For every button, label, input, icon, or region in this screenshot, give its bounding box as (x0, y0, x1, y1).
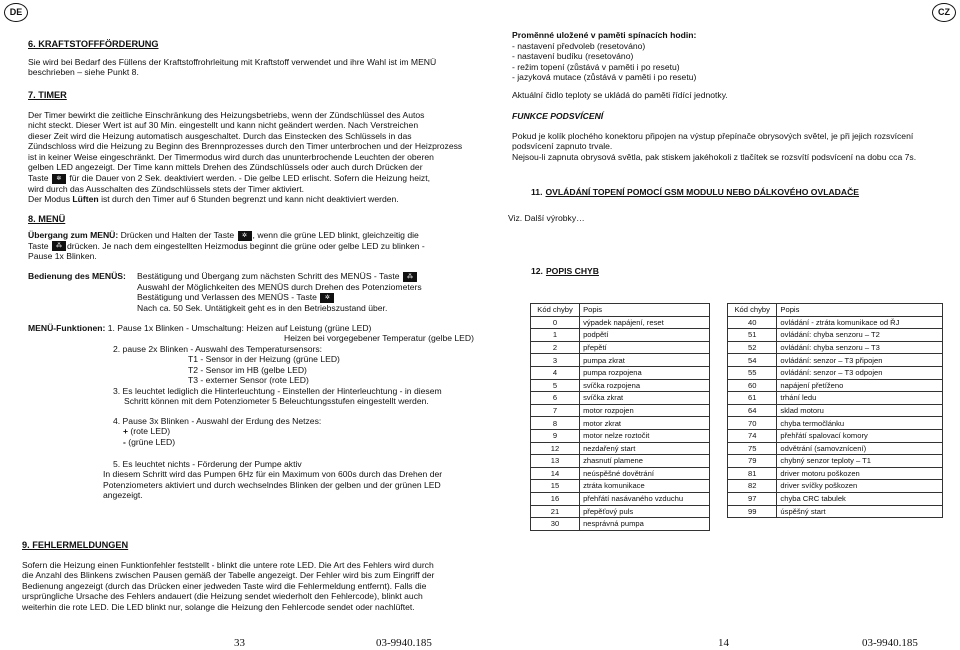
section-7-title: 7. TIMER (28, 90, 67, 100)
table-row (531, 505, 710, 518)
table-header-cell: Kód chyby (728, 304, 777, 317)
table-cell: motor zkrat (580, 417, 710, 430)
section-7-text: Der Timer bewirkt die zeitliche Einschränkung des Heizungsbetriebs, wenn der Zündschlüssel des Autos nicht steckt. Dieser Wert ist auf 30 Min. eingestellt und kann nicht geändert werden. Nach Verstreichen dieser Zeit wird die Heizung automatisch ausgeschaltet. Durch das Einstecken des Schlüssels in das Zündschloss wird die Heizung zu Beginn des Brennprozesses durch den Timer unterbrochen und der Heizprozess ist in keiner Weise eingeschränkt. Der Timermodus wird durch das ununterbrochende Leuchten der oberen gelben LED angezeigt. Der Time kann mittels Drehen des Zündschlüssels oder auch durch Drücken der Taste ✲ für die Dauer von 2 Sek. deaktiviert werden. - Die gelbe LED erlischt. Sofern die Heizung heizt, wird durch das Ausschalten des Zündschlüssels stets der Timer aktiviert. Der Modus Lüften ist durch den Timer auf 6 Stunden begrenzt und kann nicht deaktiviert werden. (28, 110, 463, 205)
table-cell: výpadek napájení, reset (580, 316, 710, 329)
table-cell: 61 (728, 392, 777, 405)
language-badge-de: DE (4, 3, 28, 22)
menu-operation-text: Bestätigung und Übergang zum nächsten Schritt des MENÜS - Taste ⁂ Auswahl der Möglichkeiten des MENÜS durch Drehen des Potenziometers Bestätigung und Verlassen des MENÜS - Taste ✲ Nach ca. 50 Sek. Untätigkeit geht es in den Betriebszustand über. (137, 271, 422, 313)
table-cell: 12 (531, 442, 580, 455)
table-row (531, 329, 710, 342)
table-cell: 81 (728, 467, 777, 480)
table-cell: ovládání: senzor – T3 připojen (777, 354, 943, 367)
table-cell: ovládání: senzor – T3 odpojen (777, 366, 943, 379)
table-row (531, 518, 710, 531)
table-row (531, 379, 710, 392)
table-cell: 2 (531, 341, 580, 354)
table-cell: svíčka rozpojena (580, 379, 710, 392)
section-6-text: Sie wird bei Bedarf des Füllens der Kraftstoffrohrleitung mit Kraftstoff verwendet und ihre Wahl ist im MENÜ beschrieben – siehe Punkt 8. (28, 57, 437, 78)
table-header-row (728, 304, 943, 317)
table-cell: ovládání: chyba senzoru – T3 (777, 341, 943, 354)
menu-functions: MENÜ-Funktionen: 1. Pause 1x Blinken - Umschaltung: Heizen auf Leistung (grüne LED) Heizen bei vorgegebener Temperatur (gelbe LED) 2. pause 2x Blinken - Auswahl des Temperatursensors: T1 - Sensor in der Heizung (grüne LED) T2 - Sensor im HB (gelbe LED) T3 - externer Sensor (rote LED) 3. Es leuchtet lediglich die Hinterleuchtung - Einstellen der Hinterleuchtung - in diesem Schritt können mit dem Potenziometer 5 Beleuchtungsstufen eingestellt werden. (28, 323, 474, 407)
table-cell: pumpa zkrat (580, 354, 710, 367)
table-row (728, 329, 943, 342)
table-cell: 97 (728, 492, 777, 505)
section-12-title: 12. POPIS CHYB (531, 266, 599, 276)
memory-list (512, 41, 932, 83)
table-row (728, 467, 943, 480)
page-number-right: 14 (718, 637, 729, 649)
table-cell: neúspěšné dovětrání (580, 467, 710, 480)
table-row (531, 480, 710, 493)
table-cell: 52 (728, 341, 777, 354)
list-item: - nastavení předvoleb (resetováno) (512, 41, 646, 51)
table-cell: 99 (728, 505, 777, 518)
fan-key-icon: ✲ (238, 231, 252, 241)
table-cell: motor nelze roztočit (580, 429, 710, 442)
table-cell: úspěšný start (777, 505, 943, 518)
table-row (728, 341, 943, 354)
table-row (728, 442, 943, 455)
table-cell: 7 (531, 404, 580, 417)
table-cell: 51 (728, 329, 777, 342)
table-cell: 64 (728, 404, 777, 417)
table-row (728, 492, 943, 505)
table-row (728, 392, 943, 405)
list-item: - nastavení budíku (resetováno) (512, 51, 634, 62)
table-cell: nezdařený start (580, 442, 710, 455)
table-row (531, 366, 710, 379)
language-badge-cz: CZ (932, 3, 956, 22)
table-cell: 54 (728, 354, 777, 367)
table-row (531, 455, 710, 468)
backlight-text: Pokud je kolík plochého konektoru připojen na výstup přepínače obrysových světel, je při jejich rozsvícení podsvícení zapnuto trvale. Nejsou-li zapnuta obrysová světla, pak stiskem jakéhokoli z tlačítek se rozsvítí podsvícení na dobu cca 7s. (512, 131, 917, 162)
table-cell: 55 (728, 366, 777, 379)
table-cell: 30 (531, 518, 580, 531)
table-cell: podpětí (580, 329, 710, 342)
table-row (728, 505, 943, 518)
table-cell: 9 (531, 429, 580, 442)
table-cell: 70 (728, 417, 777, 430)
table-cell: 82 (728, 480, 777, 493)
table-row (728, 379, 943, 392)
heat-key-icon: ⁂ (403, 272, 417, 282)
menu-operation-label: Bedienung des MENÜS: (28, 271, 126, 281)
table-row (728, 404, 943, 417)
see-other-products: Viz. Další výrobky… (508, 213, 585, 223)
table-cell: napájení přetíženo (777, 379, 943, 392)
table-row (531, 316, 710, 329)
table-cell: 15 (531, 480, 580, 493)
document-code-right: 03-9940.185 (862, 637, 918, 649)
table-cell: 14 (531, 467, 580, 480)
section-8-title: 8. MENÜ (28, 214, 66, 224)
menu-functions-2: 4. Pause 3x Blinken - Auswahl der Erdung des Netzes: + (rote LED) - (grüne LED) (113, 416, 322, 447)
temperature-note: Aktuální čidlo teploty se ukládá do paměti řídící jednotky. (512, 90, 728, 100)
table-row (531, 467, 710, 480)
table-cell: 75 (728, 442, 777, 455)
menu-entry-text: Übergang zum MENÜ: Drücken und Halten der Taste ✲ , wenn die grüne LED blinkt, gleichzeitig die Taste ⁂ drücken. Je nach dem eingestellten Heizmodus beginnt die grüne oder gelbe LED zu blinken - Pause 1x Blinken. (28, 230, 425, 262)
table-cell: 13 (531, 455, 580, 468)
table-row (531, 429, 710, 442)
table-row (531, 392, 710, 405)
table-cell: nesprávná pumpa (580, 518, 710, 531)
table-cell: 21 (531, 505, 580, 518)
table-cell: chyba CRC tabulek (777, 492, 943, 505)
table-cell: přehřátí nasávaného vzduchu (580, 492, 710, 505)
table-cell: zhasnutí plamene (580, 455, 710, 468)
table-cell: 3 (531, 354, 580, 367)
fan-key-icon: ✲ (320, 293, 334, 303)
table-cell: ztráta komunikace (580, 480, 710, 493)
table-row (728, 316, 943, 329)
table-cell: pumpa rozpojena (580, 366, 710, 379)
table-cell: chyba termočlánku (777, 417, 943, 430)
table-cell: přepěťový puls (580, 505, 710, 518)
table-row (531, 404, 710, 417)
list-item: - jazyková mutace (zůstává v paměti i po resetu) (512, 72, 697, 83)
table-cell: 74 (728, 429, 777, 442)
table-row (728, 366, 943, 379)
table-cell: přehřátí spalovací komory (777, 429, 943, 442)
fan-key-icon: ✲ (52, 174, 66, 184)
section-9-title: 9. FEHLERMELDUNGEN (22, 540, 129, 550)
list-item: - režim topení (zůstává v paměti i po resetu) (512, 61, 680, 72)
table-cell: 8 (531, 417, 580, 430)
table-header-row (531, 304, 710, 317)
table-cell: 1 (531, 329, 580, 342)
table-cell: odvětrání (samovznícení) (777, 442, 943, 455)
section-11-title: 11. OVLÁDÁNÍ TOPENÍ POMOCÍ GSM MODULU NEBO DÁLKOVÉHO OVLADAČE (531, 187, 860, 197)
table-cell: sklad motoru (777, 404, 943, 417)
table-cell: přepětí (580, 341, 710, 354)
table-cell: driver svíčky poškozen (777, 480, 943, 493)
table-row (728, 455, 943, 468)
table-row (728, 354, 943, 367)
error-table-right (727, 303, 943, 518)
page-number-left: 33 (234, 637, 245, 649)
memory-title: Proměnné uložené v paměti spínacích hodin: (512, 30, 697, 40)
table-row (531, 341, 710, 354)
table-cell: 6 (531, 392, 580, 405)
table-row (531, 417, 710, 430)
section-6-title: 6. KRAFTSTOFFFÖRDERUNG (28, 39, 159, 49)
table-cell: chybný senzor teploty – T1 (777, 455, 943, 468)
document-code-left: 03-9940.185 (376, 637, 432, 649)
section-9-text: Sofern die Heizung einen Funktionfehler feststellt - blinkt die untere rote LED. Die Art des Fehlers wird durch die Anzahl des Blinkens zwischen Pausen gemäß der Tabelle angezeigt. Der Fehler wird bis zum Eingriff der Bedienung angezeigt (durch das Drücken einer jedweden Taste wird die Fehlermeldung entfernt). Falls die ursprüngliche Ursache des Fehlers andauert (die Heizung sendet wiederholt den Fehlercode), blinkt auch weiterhin die rote LED. Die LED blinkt nur, solange die Heizung den Fehlercode sendet oder nachlüftet. (22, 560, 435, 612)
table-row (728, 480, 943, 493)
table-cell: 16 (531, 492, 580, 505)
table-header-cell: Popis (580, 304, 710, 317)
table-cell: ovládání: chyba senzoru – T2 (777, 329, 943, 342)
menu-functions-3: 5. Es leuchtet nichts - Förderung der Pumpe aktiv In diesem Schritt wird das Pumpen 6Hz für ein Maximum von 600s durch das Drehen der Potenziometers aktiviert und durch wechselndes Blinken der gelben und der grünen LED angezeigt. (103, 459, 443, 501)
table-cell: 79 (728, 455, 777, 468)
table-cell: 0 (531, 316, 580, 329)
table-cell: ovládání - ztráta komunikace od ŘJ (777, 316, 943, 329)
table-cell: 40 (728, 316, 777, 329)
heat-key-icon: ⁂ (52, 241, 66, 251)
table-row (531, 354, 710, 367)
backlight-title: FUNKCE PODSVÍCENÍ (512, 111, 604, 121)
table-cell: trhání ledu (777, 392, 943, 405)
table-cell: svíčka zkrat (580, 392, 710, 405)
table-row (531, 492, 710, 505)
table-cell: 5 (531, 379, 580, 392)
table-row (728, 417, 943, 430)
table-header-cell: Popis (777, 304, 943, 317)
table-cell: motor rozpojen (580, 404, 710, 417)
table-header-cell: Kód chyby (531, 304, 580, 317)
table-row (728, 429, 943, 442)
table-cell: 60 (728, 379, 777, 392)
table-cell: driver motoru poškozen (777, 467, 943, 480)
table-row (531, 442, 710, 455)
error-table-left (530, 303, 710, 531)
table-cell: 4 (531, 366, 580, 379)
